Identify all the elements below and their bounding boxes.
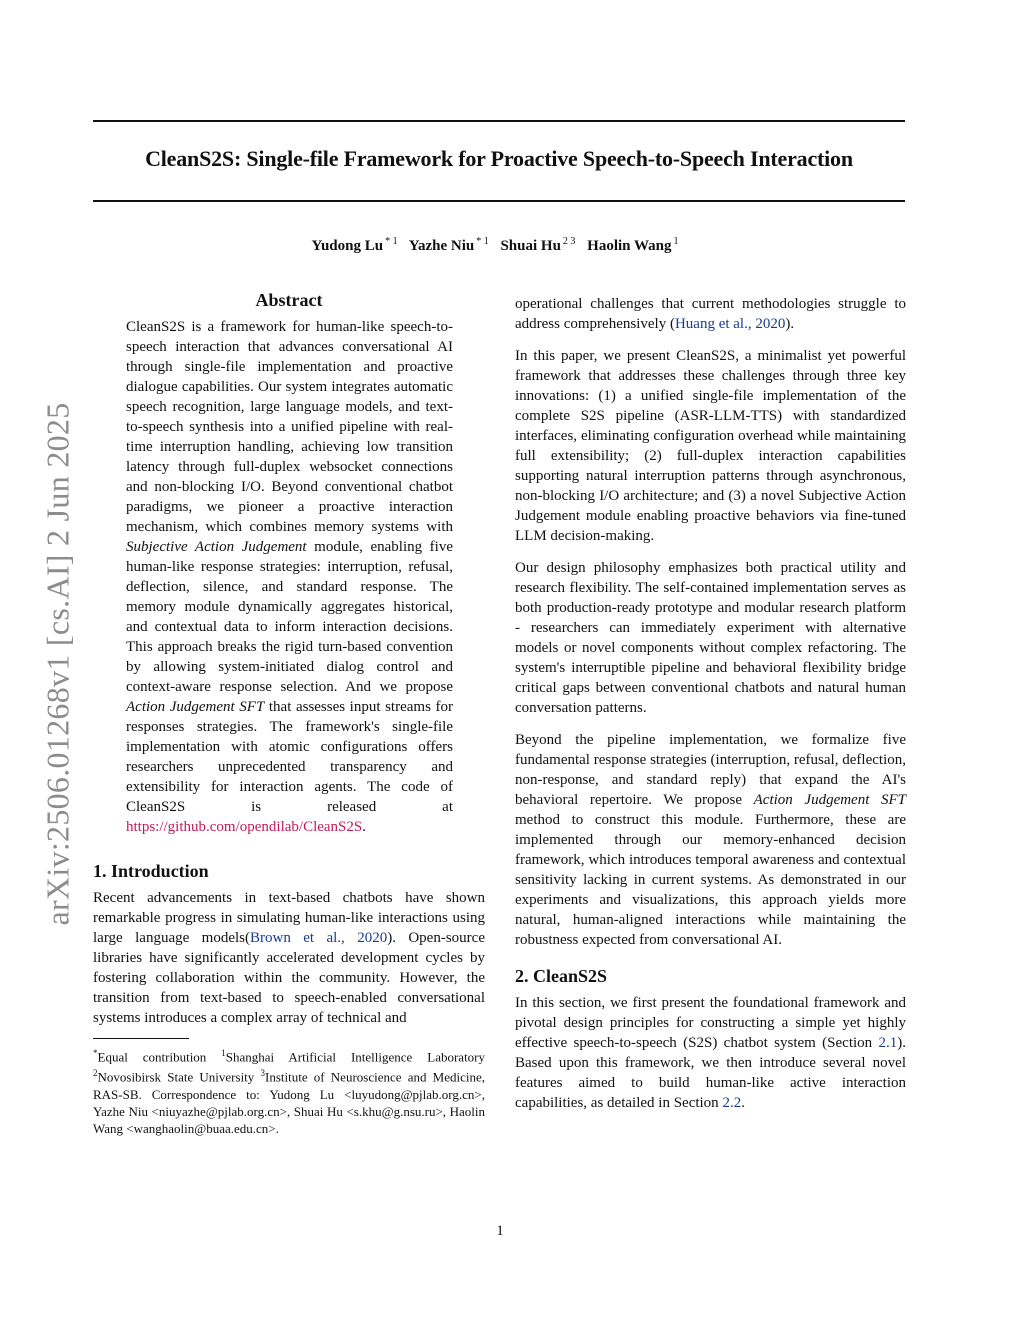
author-affiliation: * 1: [476, 236, 489, 247]
author-name: Yazhe Niu: [408, 238, 475, 254]
paragraph: In this paper, we present CleanS2S, a minimalist yet powerful framework that addresses these challenges through three key innovations: (1) a unified single-file implementation of the complete S2S pipeline (ASR-LLM-TTS) with standardized interfaces, eliminating configuration overhead while maintaining full extensibility; (2) full-duplex interaction capabilities supporting natural interruption patterns through asynchronous, non-blocking I/O architecture; and (3) a novel Subjective Action Judgement module enabling proactive behaviors via fine-tuned LLM decision-making.: [515, 348, 906, 544]
left-column: [93, 290, 485, 1137]
author-affiliation: 1: [673, 236, 679, 247]
right-column: [515, 294, 906, 1113]
footnote: *Equal contribution $^1$Shanghai Artificial Intelligence Laboratory $^2$Novosibirsk State University $^3$Institute of Neuroscience and Medicine, RAS-SB. Correspondence to: Yudong Lu <luyudong@pjlab.org.cn>, Yazhe Niu <niuyazhe@pjlab.org.cn>, Shuai Hu <s.khu@g.nsu.ru>, Haolin Wang <wanghaolin@buaa.edu.cn>.: [93, 1048, 486, 1136]
section-heading-introduction: 1. Introduction: [93, 861, 209, 881]
citation-link[interactable]: Huang et al., 2020: [674, 316, 786, 332]
section-ref-link[interactable]: 2.1: [878, 1035, 898, 1051]
title-bottom-rule: [93, 200, 905, 202]
code-link[interactable]: https://github.com/opendilab/CleanS2S: [126, 819, 363, 835]
author-affiliation: * 1: [385, 236, 398, 247]
author-list: [93, 236, 905, 255]
section-ref-link[interactable]: 2.2: [722, 1095, 742, 1111]
author-name: Yudong Lu: [311, 238, 384, 254]
abstract-heading: Abstract: [255, 290, 323, 310]
paper-title: CleanS2S: Single-file Framework for Proactive Speech-to-Speech Interaction: [145, 146, 853, 171]
author-name: Shuai Hu: [500, 238, 561, 254]
arxiv-stamp: arXiv:2506.01268v1 [cs.AI] 2 Jun 2025: [39, 402, 76, 926]
paragraph: operational challenges that current methodologies struggle to address comprehensively (Huang et al., 2020).: [515, 296, 906, 332]
author-name: Haolin Wang: [587, 238, 672, 254]
title-top-rule: [93, 120, 905, 122]
paragraph: Our design philosophy emphasizes both practical utility and research flexibility. The self-contained implementation serves as both production-ready prototype and modular research platform - researchers can immediately experiment with alternative models or novel components without complex refactoring. The system's interruptible pipeline and behavioral flexibility bridge critical gaps between conventional chatbots and natural human conversation patterns.: [515, 560, 906, 716]
section-heading-cleans2s: 2. CleanS2S: [515, 966, 608, 986]
intro-paragraph: Recent advancements in text-based chatbots have shown remarkable progress in simulating human-like interactions using large language models(Brown et al., 2020). Open-source libraries have significantly accelerated development cycles by fostering collaboration within the community. However, the transition from text-based to speech-enabled conversational systems introduces a complex array of technical and: [93, 890, 485, 1026]
author-affiliation: 2 3: [562, 236, 576, 247]
citation-link[interactable]: Brown et al., 2020: [250, 930, 388, 946]
abstract-body: CleanS2S is a framework for human-like speech-to-speech interaction that advances conversational AI through single-file implementation and proactive dialogue capabilities. Our system integrates automatic speech recognition, large language models, and text-to-speech synthesis into a unified pipeline with real-time interruption handling, achieving low transition latency through full-duplex websocket connections and non-blocking I/O. Beyond conventional chatbot paradigms, we pioneer a proactive interaction mechanism, which combines memory systems with Subjective Action Judgement module, enabling five human-like response strategies: interruption, refusal, deflection, silence, and standard response. The memory module dynamically aggregates historical, and contextual data to inform interaction decisions. This approach breaks the rigid turn-based convention by allowing system-initiated dialog control and context-aware response selection. And we propose Action Judgement SFT that assesses input streams for responses strategies. The framework's single-file implementation with atomic configurations offers researchers unprecedented transparency and extensibility for interaction agents. The code of CleanS2S is released at https://github.com/opendilab/CleanS2S.: [126, 319, 453, 835]
paragraph: In this section, we first present the foundational framework and pivotal design principles for constructing a simple yet highly effective speech-to-speech (S2S) chatbot system (Section 2.1). Based upon this framework, we then introduce several novel features aimed to build human-like active interaction capabilities, as detailed in Section 2.2.: [515, 995, 906, 1111]
paragraph: Beyond the pipeline implementation, we formalize five fundamental response strategies (interruption, refusal, deflection, non-response, and standard reply) that expand the AI's behavioral repertoire. We propose Action Judgement SFT method to construct this module. Furthermore, these are implemented through our memory-enhanced decision framework, which introduces temporal awareness and contextual sensitivity lacking in current systems. As demonstrated in our experiments and visualizations, this approach yields more natural, human-aligned interactions while maintaining the robustness expected from conversational AI.: [515, 732, 906, 948]
footnote-rule: [93, 1038, 189, 1039]
page-number: 1: [496, 1223, 504, 1239]
